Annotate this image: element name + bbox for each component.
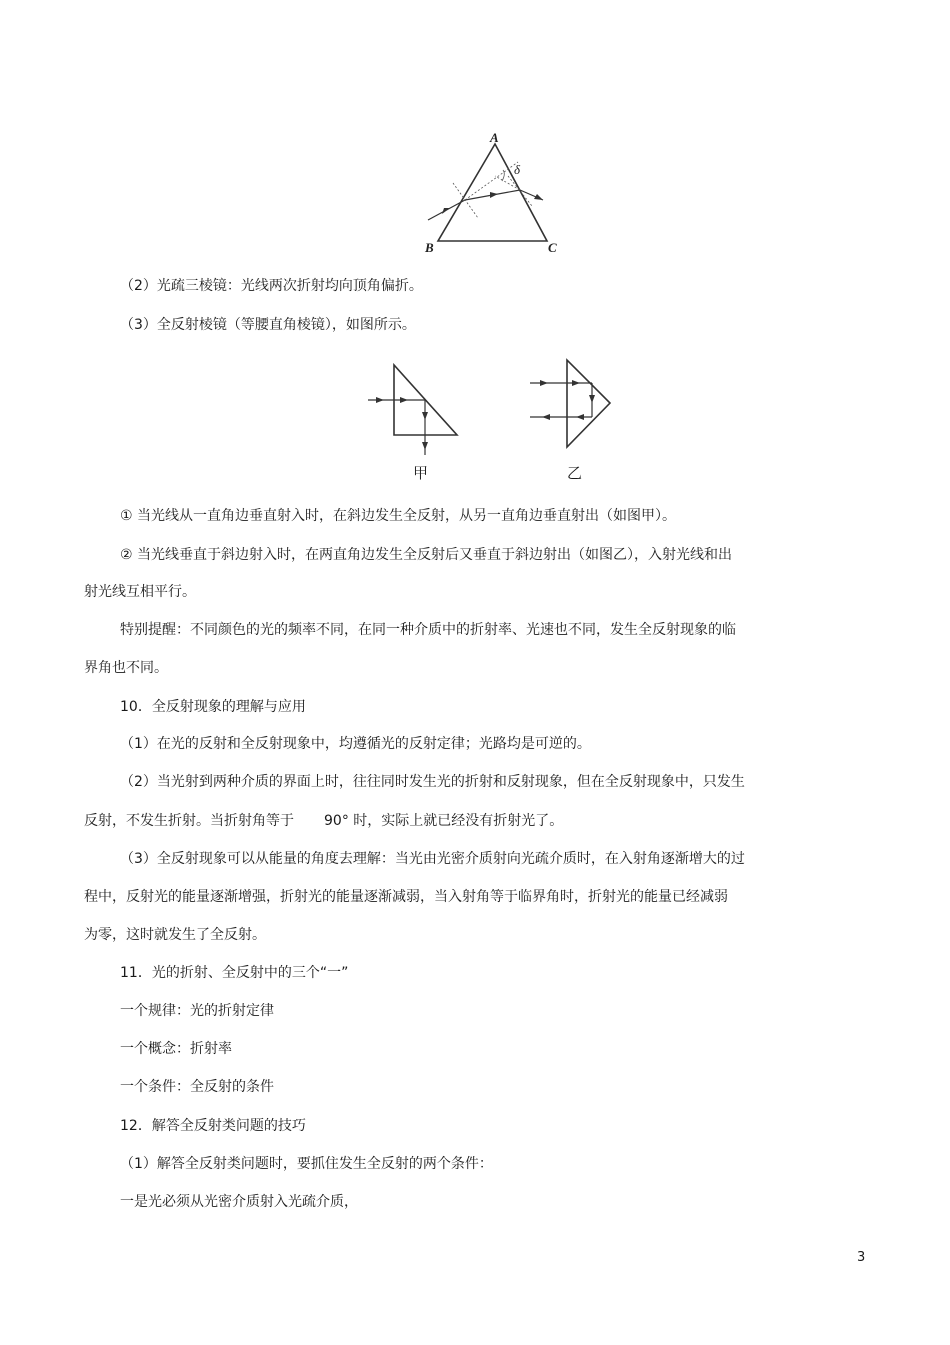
total-reflection-prism-figure xyxy=(362,355,622,485)
section-heading-10: 10．全反射现象的理解与应用 xyxy=(120,699,306,715)
paragraph-10-3-line3: 为零，这时就发生了全反射。 xyxy=(84,927,266,943)
paragraph-10-1: （1）在光的反射和全反射现象中，均遵循光的反射定律；光路均是可逆的。 xyxy=(120,736,591,752)
item-law: 一个规律：光的折射定律 xyxy=(120,1003,274,1019)
paragraph-10-2-angle: 90° 时，实际上就已经没有折射光了。 xyxy=(324,813,564,829)
label-A: A xyxy=(490,130,499,145)
section-heading-11: 11．光的折射、全反射中的三个“一” xyxy=(120,965,349,981)
figure-label-yi: 乙 xyxy=(567,464,583,482)
paragraph-reminder-line2: 界角也不同。 xyxy=(84,660,168,676)
label-B: B xyxy=(425,240,434,255)
paragraph-10-2-line2 xyxy=(84,811,563,831)
paragraph-10-3-line1: （3）全反射现象可以从能量的角度去理解：当光由光密介质射向光疏介质时，在入射角逐渐增大的过 xyxy=(120,851,745,867)
label-delta: δ xyxy=(514,162,521,177)
paragraph-case-2-line2: 射光线互相平行。 xyxy=(84,584,196,600)
label-C: C xyxy=(548,240,557,255)
paragraph-sparse-prism: （2）光疏三棱镜：光线两次折射均向顶角偏折。 xyxy=(120,278,423,294)
prism-yi xyxy=(530,360,610,447)
paragraph-10-2-text: 反射，不发生折射。当折射角等于 xyxy=(84,813,294,829)
paragraph-total-reflection-prism: （3）全反射棱镜（等腰直角棱镜），如图所示。 xyxy=(120,317,416,333)
paragraph-12-1: （1）解答全反射类问题时，要抓住发生全反射的两个条件： xyxy=(120,1156,493,1172)
prism-jia xyxy=(368,365,457,455)
section-heading-12: 12．解答全反射类问题的技巧 xyxy=(120,1118,306,1134)
page-number: 3 xyxy=(857,1250,866,1265)
item-concept: 一个概念：折射率 xyxy=(120,1041,232,1057)
figure-label-jia: 甲 xyxy=(413,464,429,482)
paragraph-case-1: ① 当光线从一直角边垂直射入时，在斜边发生全反射，从另一直角边垂直射出（如图甲）。 xyxy=(120,508,676,524)
paragraph-case-2-line1: ② 当光线垂直于斜边射入时，在两直角边发生全反射后又垂直于斜边射出（如图乙），入射光线和出 xyxy=(120,547,732,563)
item-condition: 一个条件：全反射的条件 xyxy=(120,1079,274,1095)
paragraph-12-2: 一是光必须从光密介质射入光疏介质， xyxy=(120,1194,358,1210)
prism-deviation-figure xyxy=(420,128,570,258)
prism-triangle xyxy=(438,144,547,241)
paragraph-10-2-line1: （2）当光射到两种介质的界面上时，往往同时发生光的折射和反射现象，但在全反射现象中，只发生 xyxy=(120,774,745,790)
paragraph-10-3-line2: 程中，反射光的能量逐渐增强，折射光的能量逐渐减弱，当入射角等于临界角时，折射光的能量已经减弱 xyxy=(84,889,728,905)
paragraph-reminder-line1: 特别提醒：不同颜色的光的频率不同，在同一种介质中的折射率、光速也不同，发生全反射现象的临 xyxy=(120,622,736,638)
